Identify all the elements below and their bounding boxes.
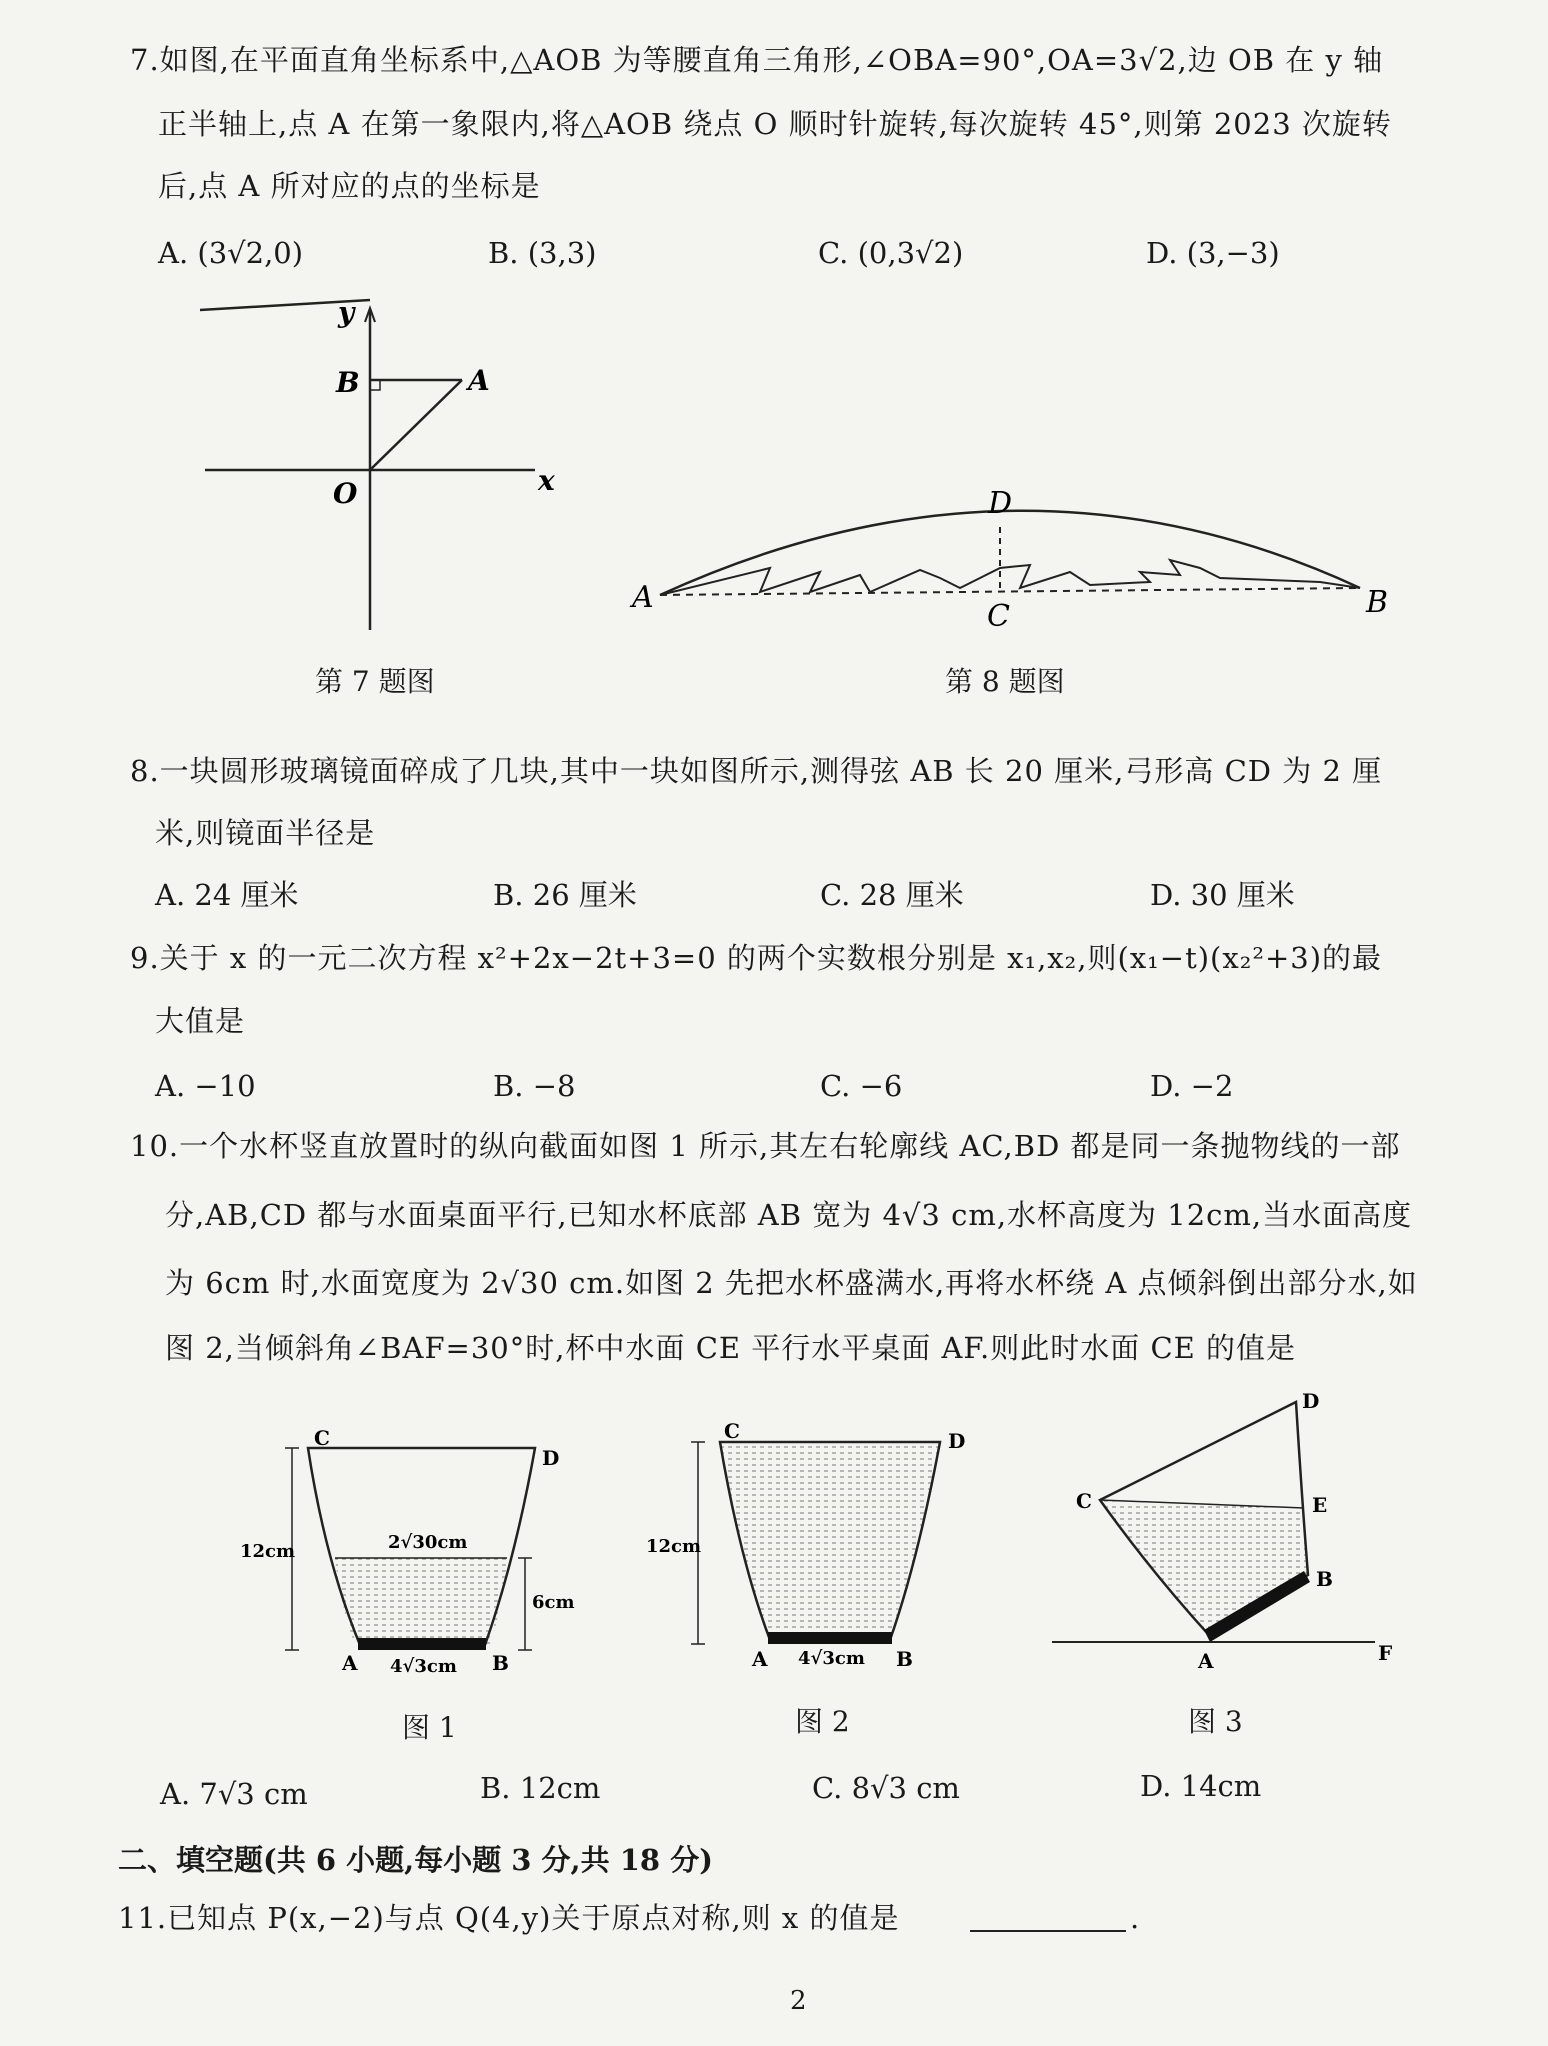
q7-figure-caption: 第 7 题图 <box>315 665 435 698</box>
water-region <box>720 1442 940 1640</box>
label-f: F <box>1378 1641 1393 1665</box>
label-bottom: 4√3cm <box>390 1656 457 1677</box>
label-o: O <box>333 477 358 510</box>
water-region <box>1100 1500 1308 1634</box>
q7-line1: 7.如图,在平面直角坐标系中,△AOB 为等腰直角三角形,∠OBA=90°,OA=3√2,边 OB 在 y 轴 <box>130 43 1384 77</box>
label-e: E <box>1312 1493 1328 1517</box>
q8-figure-caption: 第 8 题图 <box>945 665 1065 698</box>
label-b: B <box>336 366 360 399</box>
q8-option-b: B. 26 厘米 <box>493 878 637 912</box>
label-a: A <box>342 1651 358 1675</box>
label-water-height: 6cm <box>532 1592 575 1613</box>
q10-option-a: A. 7√3 cm <box>160 1777 308 1811</box>
q11-answer-blank[interactable] <box>970 1930 1126 1932</box>
water-region <box>335 1558 507 1645</box>
q9-line2: 大值是 <box>155 1004 246 1038</box>
label-b: B <box>896 1647 913 1671</box>
label-b: B <box>1366 585 1389 620</box>
q10-figure-1-caption: 图 1 <box>402 1711 457 1744</box>
q10-figure-2 <box>640 1420 980 1680</box>
q8-option-c: C. 28 厘米 <box>820 878 964 912</box>
q8-figure <box>620 480 1420 640</box>
q11-period: . <box>1130 1901 1141 1935</box>
label-a: A <box>468 364 490 397</box>
q10-line2: 分,AB,CD 都与水面桌面平行,已知水杯底部 AB 宽为 4√3 cm,水杯高度为 12cm,当水面高度 <box>165 1198 1413 1232</box>
label-d: D <box>1302 1389 1320 1413</box>
label-c: C <box>314 1426 330 1450</box>
q9-line1: 9.关于 x 的一元二次方程 x²+2x−2t+3=0 的两个实数根分别是 x₁,x₂,则(x₁−t)(x₂²+3)的最 <box>130 941 1383 975</box>
label-a: A <box>1198 1649 1214 1673</box>
q10-option-b: B. 12cm <box>480 1771 601 1805</box>
q7-line3: 后,点 A 所对应的点的坐标是 <box>158 169 541 203</box>
q10-figure-3 <box>1040 1390 1420 1690</box>
q8-option-d: D. 30 厘米 <box>1150 878 1295 912</box>
right-angle-mark <box>370 380 380 390</box>
segment-oa <box>370 380 462 470</box>
label-c: C <box>1076 1489 1092 1513</box>
label-b: B <box>1316 1567 1333 1591</box>
q10-line1: 10.一个水杯竖直放置时的纵向截面如图 1 所示,其左右轮廓线 AC,BD 都是同一条抛物线的一部 <box>130 1129 1401 1163</box>
label-d: D <box>542 1446 560 1470</box>
cup-bottom <box>768 1632 892 1644</box>
page-number: 2 <box>790 1986 807 2016</box>
label-a: A <box>632 580 654 615</box>
label-b: B <box>492 1651 509 1675</box>
cup-bottom <box>358 1638 486 1650</box>
broken-edge <box>660 560 1360 595</box>
q10-figure-1 <box>230 1426 590 1690</box>
chord-ab <box>660 588 1360 595</box>
q9-option-d: D. −2 <box>1150 1069 1234 1103</box>
label-d: D <box>988 486 1013 521</box>
label-x: x <box>538 464 555 497</box>
q11-line1: 11.已知点 P(x,−2)与点 Q(4,y)关于原点对称,则 x 的值是 <box>118 1901 900 1935</box>
q9-option-c: C. −6 <box>820 1069 903 1103</box>
q10-figure-3-caption: 图 3 <box>1188 1705 1243 1738</box>
q7-option-a: A. (3√2,0) <box>158 236 304 270</box>
q9-option-b: B. −8 <box>493 1069 576 1103</box>
label-water-width: 2√30cm <box>388 1532 468 1553</box>
section-title: 二、填空题(共 6 小题,每小题 3 分,共 18 分) <box>118 1843 713 1877</box>
q10-line3: 为 6cm 时,水面宽度为 2√30 cm.如图 2 先把水杯盛满水,再将水杯绕 A 点倾斜倒出部分水,如 <box>165 1266 1418 1300</box>
q10-figure-2-caption: 图 2 <box>795 1705 850 1738</box>
label-height: 12cm <box>646 1536 702 1557</box>
q8-line2: 米,则镜面半径是 <box>155 816 376 850</box>
q9-option-a: A. −10 <box>155 1069 256 1103</box>
q7-option-b: B. (3,3) <box>488 236 597 270</box>
label-bottom: 4√3cm <box>798 1648 865 1669</box>
q10-line4: 图 2,当倾斜角∠BAF=30°时,杯中水面 CE 平行水平桌面 AF.则此时水面 CE 的值是 <box>165 1331 1297 1365</box>
label-y: y <box>338 296 355 329</box>
label-a: A <box>752 1647 768 1671</box>
q8-option-a: A. 24 厘米 <box>155 878 299 912</box>
q10-option-c: C. 8√3 cm <box>812 1771 960 1805</box>
label-d: D <box>948 1429 966 1453</box>
q8-line1: 8.一块圆形玻璃镜面碎成了几块,其中一块如图所示,测得弦 AB 长 20 厘米,弓形高 CD 为 2 厘 <box>130 754 1383 788</box>
q7-option-c: C. (0,3√2) <box>818 236 964 270</box>
q7-option-d: D. (3,−3) <box>1146 236 1280 270</box>
label-c: C <box>724 1419 740 1443</box>
q7-figure <box>200 296 580 640</box>
label-c: C <box>987 599 1010 634</box>
q10-option-d: D. 14cm <box>1140 1769 1262 1803</box>
q7-line2: 正半轴上,点 A 在第一象限内,将△AOB 绕点 O 顺时针旋转,每次旋转 45°,则第 2023 次旋转 <box>158 107 1392 141</box>
label-height: 12cm <box>240 1541 296 1562</box>
